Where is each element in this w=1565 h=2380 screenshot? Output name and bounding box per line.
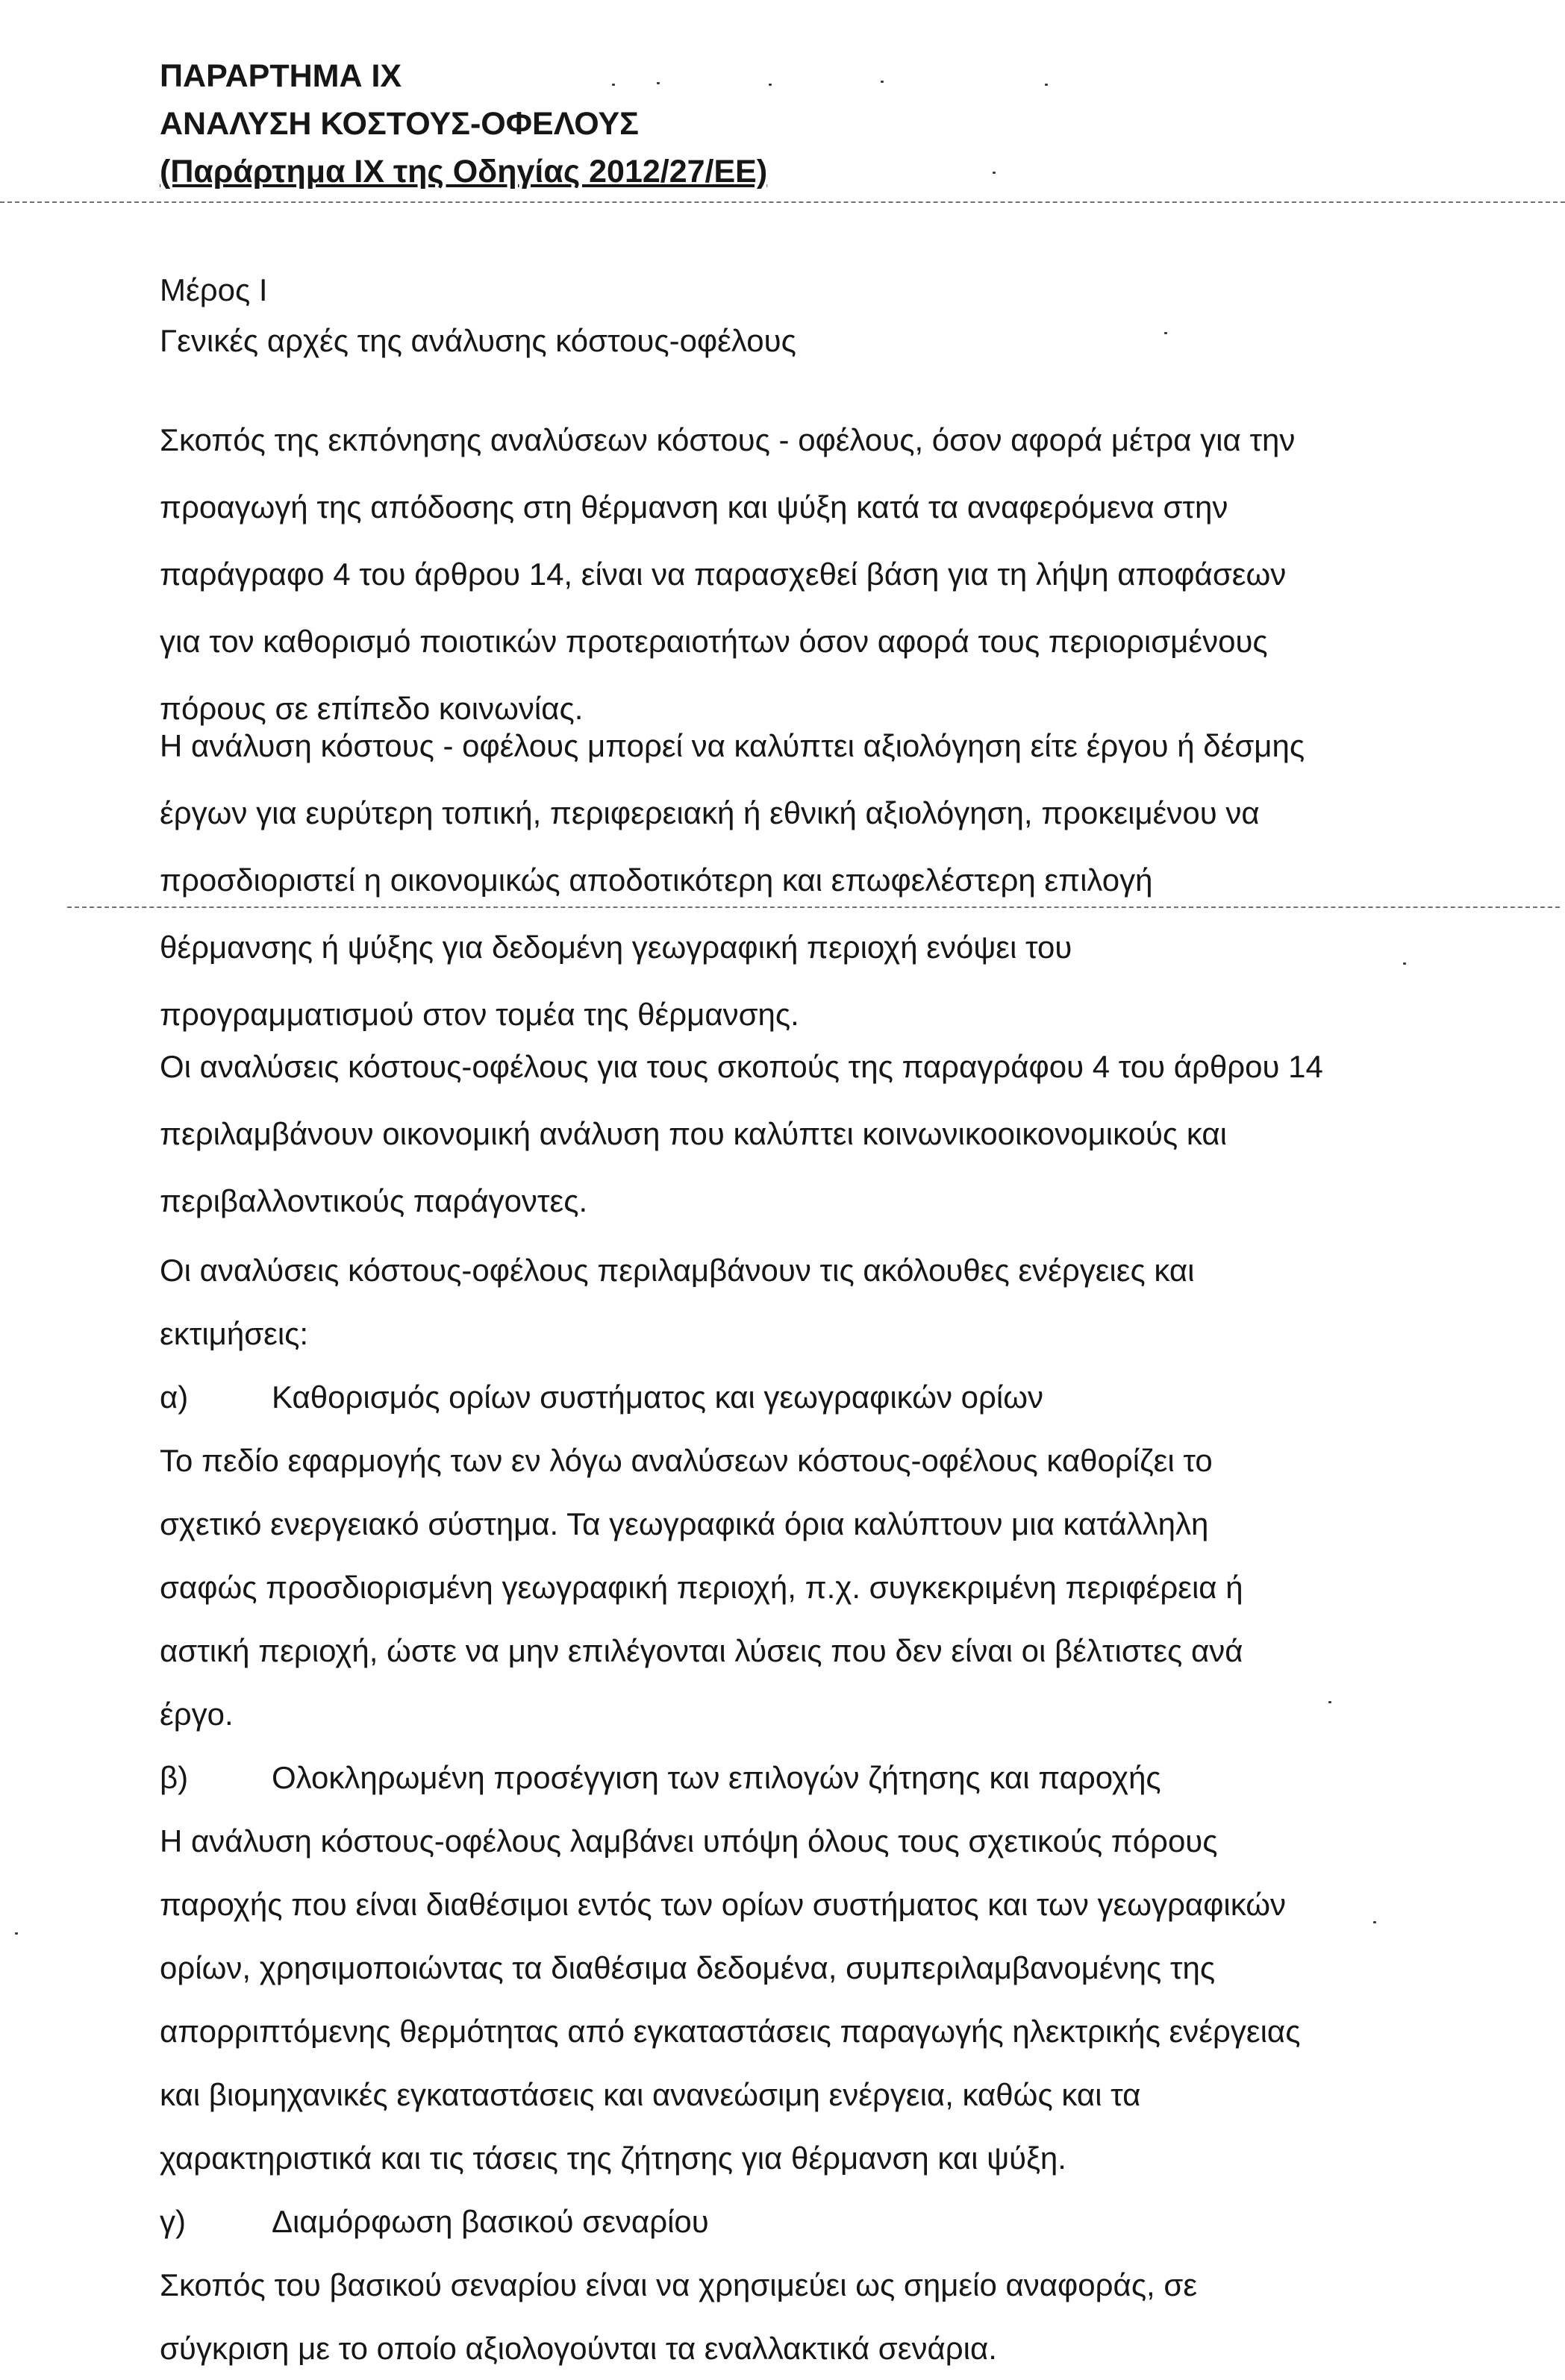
item-label: α): [160, 1380, 189, 1415]
list-item-heading: [160, 2190, 1466, 2253]
scan-artifact-line-top: [0, 201, 1565, 203]
scan-speck: [612, 84, 615, 86]
list-item-heading: [160, 1365, 1466, 1429]
item-title: Καθορισμός ορίων συστήματος και γεωγραφικών ορίων: [272, 1380, 1044, 1415]
part-label: Μέρος I: [160, 272, 268, 307]
item-text: Η ανάλυση κόστους-οφέλους λαμβάνει υπόψη όλους τους σχετικούς πόρους παροχής που είναι διαθέσιμοι εντός των ορίων συστήματος και των γεωγραφικών ορίων, χρησιμοποιώντας τα διαθέσιμα δεδομένα, συμπεριλαμβανομένης της απορριπτόμενης θερμότητας από εγκαταστάσεις παραγωγής ηλεκτρικής ενέργειας και βιομηχανικές εγκαταστάσεις και ανανεώσιμη ενέργεια, καθώς και τα χαρακτηριστικά και τις τάσεις της ζήτησης για θέρμανση και ψύξη.: [160, 1823, 1301, 2176]
item-label: γ): [160, 2204, 186, 2239]
document-header: [160, 52, 767, 195]
paragraph-scope: Η ανάλυση κόστους - οφέλους μπορεί να καλύπτει αξιολόγηση είτε έργου ή δέσμης έργων για ευρύτερη τοπική, περιφερειακή ή εθνική αξιολόγηση, προκειμένου να προσδιοριστεί η οικονομικώς αποδοτικότερη και επωφελέστερη επιλογή θέρμανσης ή ψύξης για δεδομένη γεωγραφική περιοχή ενόψει του προγραμματισμού στον τομέα της θέρμανσης.: [160, 728, 1305, 1032]
actions-list: [160, 1238, 1466, 2380]
list-intro: Οι αναλύσεις κόστους-οφέλους περιλαμβάνουν τις ακόλουθες ενέργειες και εκτιμήσεις:: [160, 1253, 1195, 1351]
item-title: Ολοκληρωμένη προσέγγιση των επιλογών ζήτησης και παροχής: [272, 1760, 1161, 1795]
scan-speck: [1045, 84, 1048, 86]
annex-number: ΠΑΡΑΡΤΗΜΑ IX: [160, 58, 402, 94]
directive-reference: (Παράρτημα IX της Οδηγίας 2012/27/ΕΕ): [160, 154, 768, 190]
item-title: Διαμόρφωση βασικού σεναρίου: [272, 2204, 709, 2239]
scan-speck: [769, 84, 772, 86]
list-item-heading: [160, 1746, 1466, 1809]
paragraph-economic-analysis: Οι αναλύσεις κόστους-οφέλους για τους σκοπούς της παραγράφου 4 του άρθρου 14 περιλαμβάνουν οικονομική ανάλυση που καλύπτει κοινωνικοοικονομικούς και περιβαλλοντικούς παράγοντες.: [160, 1049, 1323, 1218]
scan-speck: [15, 1932, 18, 1935]
section-heading: [160, 265, 1466, 366]
item-text: Σκοπός του βασικού σεναρίου είναι να χρησιμεύει ως σημείο αναφοράς, σε σύγκριση με το οποίο αξιολογούνται τα εναλλακτικά σενάρια.: [160, 2267, 1198, 2366]
section-title: Γενικές αρχές της ανάλυσης κόστους-οφέλους: [160, 323, 796, 358]
scan-speck: [881, 81, 884, 83]
annex-title: ΑΝΑΛΥΣΗ ΚΟΣΤΟΥΣ-ΟΦΕΛΟΥΣ: [160, 106, 639, 142]
scan-speck: [993, 172, 996, 174]
item-label: β): [160, 1760, 189, 1795]
item-text: Το πεδίο εφαρμογής των εν λόγω αναλύσεων κόστους-οφέλους καθορίζει το σχετικό ενεργειακό σύστημα. Τα γεωγραφικά όρια καλύπτουν μια κατάλληλη σαφώς προσδιορισμένη γεωγραφική περιοχή, π.χ. συγκεκριμένη περιφέρεια ή αστική περιοχή, ώστε να μην επιλέγονται λύσεις που δεν είναι οι βέλτιστες ανά έργο.: [160, 1443, 1243, 1732]
paragraph-purpose: Σκοπός της εκπόνησης αναλύσεων κόστους - οφέλους, όσον αφορά μέτρα για την προαγωγή της απόδοσης στη θέρμανση και ψύξη κατά τα αναφερόμενα στην παράγραφο 4 του άρθρου 14, είναι να παρασχεθεί βάση για τη λήψη αποφάσεων για τον καθορισμό ποιοτικών προτεραιοτήτων όσον αφορά τους περιορισμένους πόρους σε επίπεδο κοινωνίας.: [160, 422, 1296, 726]
scan-speck: [657, 82, 660, 84]
